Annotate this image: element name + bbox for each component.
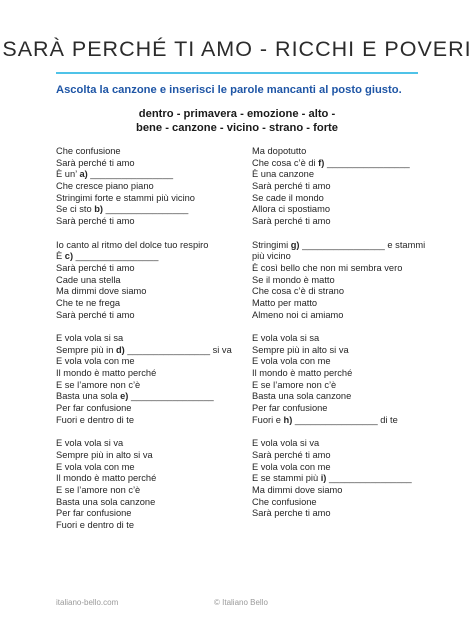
lyric-line: È così bello che non mi sembra vero — [252, 262, 403, 273]
lyric-line: Sarà perché ti amo — [56, 262, 135, 273]
lyric-line-with-blank: Fuori e h) ________________ di te — [252, 414, 398, 425]
lyric-line: E se l’amore non c’è — [252, 379, 337, 390]
lyric-line: Basta una sola canzone — [56, 496, 156, 507]
fill-in-blank[interactable]: ________________ — [103, 204, 189, 215]
lyric-line: Ma dopotutto — [252, 146, 307, 156]
blank-letter: d) — [115, 344, 125, 355]
lyric-line: E vola vola si sa — [252, 333, 320, 343]
lyric-line: Che confusione — [56, 146, 121, 156]
title-underline — [56, 72, 418, 74]
lyric-line: Sarà perché ti amo — [56, 309, 135, 320]
blank-letter: g) — [290, 239, 300, 250]
fill-in-blank[interactable]: ________________ — [128, 391, 214, 402]
fill-in-blank[interactable]: ________________ — [324, 157, 410, 168]
lyric-line-with-blank: E se stammi più i) ________________ — [252, 473, 412, 484]
fill-in-blank[interactable]: ________________ — [73, 251, 159, 262]
lyric-line: È una canzone — [252, 169, 315, 180]
stanza-gap — [56, 427, 246, 439]
blank-letter: a) — [79, 169, 88, 180]
lyric-line-with-blank: È un’ a) ________________ — [56, 169, 174, 180]
lyric-line: E vola vola con me — [252, 356, 331, 367]
fill-in-blank[interactable]: ________________ — [292, 414, 378, 425]
lyric-line: Il mondo è matto perché — [56, 368, 157, 379]
lyric-line: Matto per matto — [252, 297, 318, 308]
lyric-line: più vicino — [252, 251, 291, 262]
lyric-line: Che confusione — [252, 496, 317, 507]
lyric-line: Fuori e dentro di te — [56, 414, 135, 425]
lyric-line: Il mondo è matto perché — [252, 368, 353, 379]
stanza-gap — [56, 321, 246, 333]
footer-site: italiano-bello.com — [56, 598, 119, 607]
lyric-line: Sempre più in alto si va — [252, 344, 349, 355]
lyric-line: Stringimi forte e stammi più vicino — [56, 192, 195, 203]
fill-in-blank[interactable]: ________________ — [87, 169, 174, 180]
word-bank-line-2: bene - canzone - vicino - strano - forte — [135, 122, 339, 134]
lyric-line: E vola vola con me — [56, 356, 135, 367]
lyric-line: Sempre più in alto si va — [56, 449, 153, 460]
stanza-gap — [252, 228, 424, 240]
fill-in-blank[interactable]: ________________ — [299, 239, 385, 250]
lyric-line-with-blank: Sempre più in d) ________________ si va — [56, 344, 232, 355]
fill-in-blank[interactable]: ________________ — [124, 344, 211, 355]
word-bank-line-1: dentro - primavera - emozione - alto - — [138, 108, 336, 120]
lyric-line: Se il mondo è matto — [252, 274, 335, 285]
lyric-line: Ma dimmi dove siamo — [56, 286, 147, 297]
lyric-line: Allora ci spostiamo — [252, 204, 331, 215]
lyric-line: Sarà perché ti amo — [252, 181, 331, 192]
lyric-line-with-blank: È c) ________________ — [56, 251, 159, 262]
lyric-line: Sarà perché ti amo — [56, 216, 135, 227]
lyric-line: Cade una stella — [56, 274, 121, 285]
lyric-line: Il mondo è matto perché — [56, 473, 157, 484]
lyric-line: Ma dimmi dove siamo — [252, 484, 343, 495]
lyric-line: Che cosa c’è di strano — [252, 286, 344, 297]
lyric-line: Basta una sola canzone — [252, 391, 352, 402]
lyric-line: Per far confusione — [56, 403, 132, 414]
lyric-line-with-blank: Che cosa c’è di f) ________________ — [252, 157, 410, 168]
lyric-line: Che te ne frega — [56, 297, 121, 308]
lyric-line: E se l’amore non c’è — [56, 379, 141, 390]
lyric-line: E se l’amore non c’è — [56, 484, 141, 495]
footer-copyright: © Italiano Bello — [214, 598, 268, 607]
instruction-text: Ascolta la canzone e inserisci le parole mancanti al posto giusto. — [56, 84, 402, 96]
stanza-gap — [56, 228, 246, 240]
lyric-line: Che cresce piano piano — [56, 181, 154, 192]
page-title: SARÀ PERCHÉ TI AMO - RICCHI E POVERI — [2, 37, 472, 61]
blank-letter: h) — [283, 414, 293, 425]
lyric-line-with-blank: Se ci sto b) ________________ — [56, 204, 189, 215]
lyric-line: E vola vola con me — [56, 461, 135, 472]
lyrics-right-column — [252, 146, 424, 520]
lyric-line: Fuori e dentro di te — [56, 520, 135, 530]
blank-letter: e) — [120, 391, 129, 402]
stanza-gap — [252, 427, 424, 439]
lyric-line: Io canto al ritmo del dolce tuo respiro — [56, 239, 209, 250]
lyric-line: E vola vola si sa — [56, 333, 124, 343]
lyrics-left-column — [56, 146, 246, 532]
lyric-line: Se cade il mondo — [252, 192, 324, 203]
lyric-line: E vola vola con me — [252, 461, 331, 472]
lyric-line: Per far confusione — [252, 403, 328, 414]
blank-letter: f) — [318, 157, 325, 168]
blank-letter: b) — [94, 204, 104, 215]
lyric-line: Sarà perche ti amo — [252, 508, 331, 519]
lyric-line-with-blank: Basta una sola e) ________________ — [56, 391, 214, 402]
lyric-line-with-blank: Stringimi g) ________________ e stammi — [252, 239, 426, 250]
lyric-line: Almeno noi ci amiamo — [252, 309, 344, 320]
lyric-line: E vola vola si va — [56, 438, 124, 449]
stanza-gap — [252, 321, 424, 333]
lyric-line: Sarà perché ti amo — [252, 449, 331, 460]
lyric-line: Sarà perché ti amo — [56, 157, 135, 168]
lyric-line: Sarà perché ti amo — [252, 216, 331, 227]
lyric-line: E vola vola si va — [252, 438, 320, 449]
blank-letter: c) — [64, 251, 74, 262]
blank-letter: i) — [320, 473, 327, 484]
lyric-line: Per far confusione — [56, 508, 132, 519]
fill-in-blank[interactable]: ________________ — [326, 473, 412, 484]
